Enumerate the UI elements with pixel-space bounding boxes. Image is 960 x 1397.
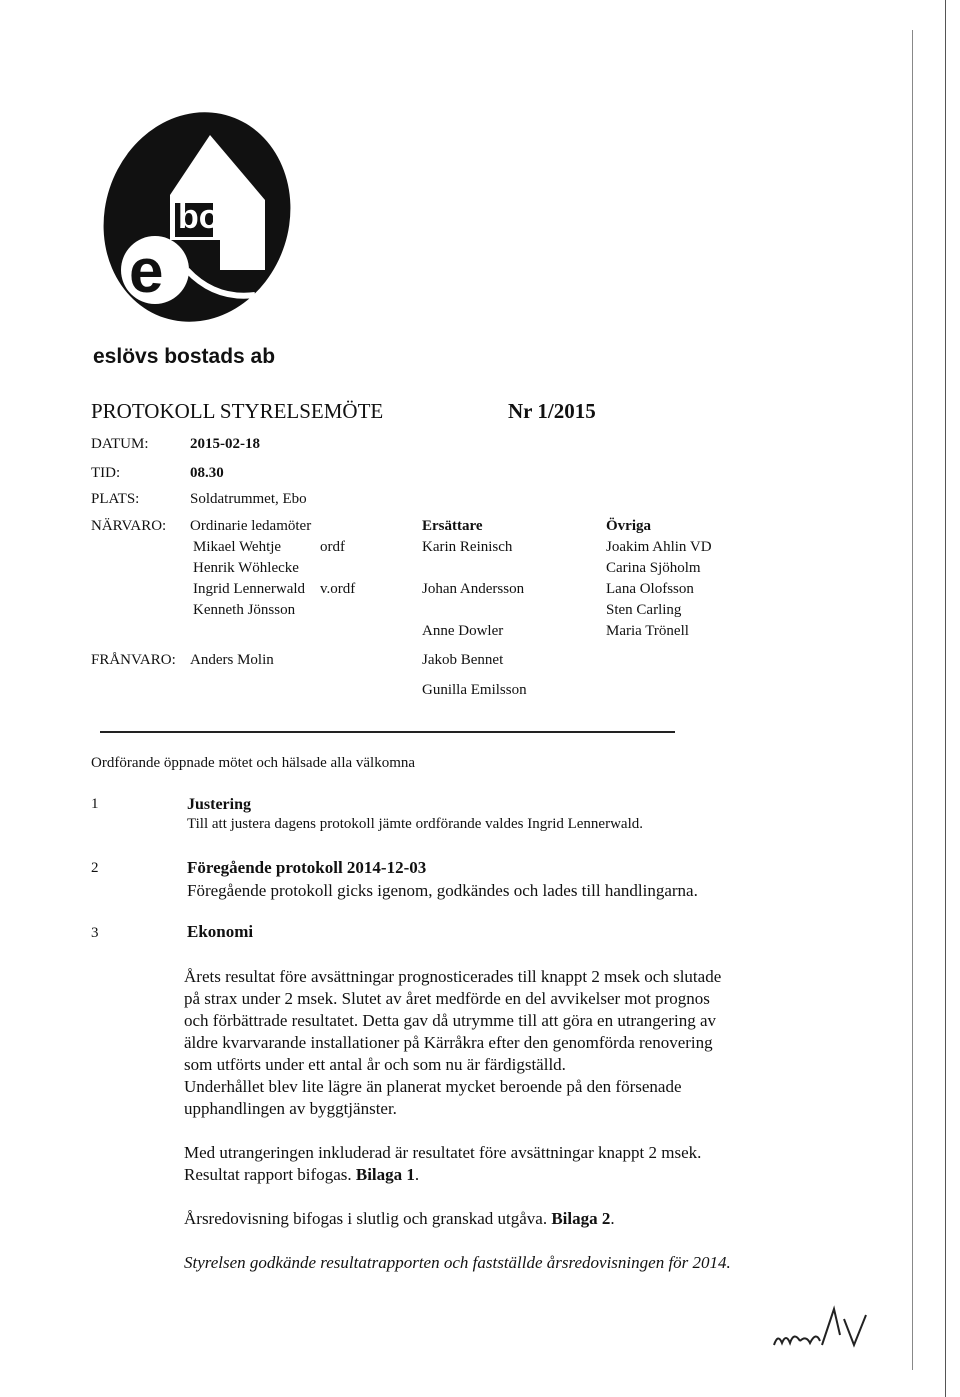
logo-bo-text: bo bbox=[178, 198, 220, 236]
scan-edge-line bbox=[945, 0, 946, 1397]
bilaga-1-prefix: Resultat rapport bifogas. bbox=[184, 1165, 356, 1184]
item-text: Föregående protokoll gicks igenom, godkändes och lades till handlingarna. bbox=[187, 881, 698, 900]
bilaga-2-prefix: Årsredovisning bifogas i slutlig och granskad utgåva. bbox=[184, 1209, 552, 1228]
bilaga-2-suffix: . bbox=[610, 1209, 615, 1228]
bilaga-1-line bbox=[184, 1165, 419, 1185]
paragraph-line: Med utrangeringen inkluderad är resultatet före avsättningar knappt 2 msek. bbox=[184, 1143, 702, 1162]
ersattare-heading: Ersättare bbox=[422, 518, 483, 534]
item-text: Till att justera dagens protokoll jämte ordförande valdes Ingrid Lennerwald. bbox=[187, 816, 643, 832]
item-title: Föregående protokoll 2014-12-03 bbox=[187, 858, 427, 877]
member-name: Mikael Wehtje bbox=[193, 539, 282, 555]
plats-value: Soldatrummet, Ebo bbox=[190, 491, 307, 507]
member-name: Carina Sjöholm bbox=[606, 560, 701, 576]
paragraph-line: Underhållet blev lite lägre än planerat mycket beroende på den försenade bbox=[184, 1077, 682, 1096]
franvaro-label: FRÅNVARO: bbox=[91, 652, 176, 668]
paragraph-line: upphandlingen av byggtjänster. bbox=[184, 1099, 397, 1118]
member-name: Anne Dowler bbox=[422, 623, 504, 639]
member-name: Ingrid Lennerwald bbox=[193, 581, 306, 597]
paragraph-line: och förbättrade resultatet. Detta gav då utrymme till att göra en utrangering av bbox=[184, 1011, 716, 1030]
plats-label: PLATS: bbox=[91, 491, 140, 507]
tid-label: TID: bbox=[91, 465, 121, 481]
member-name: Johan Andersson bbox=[422, 581, 525, 597]
member-name: Henrik Wöhlecke bbox=[193, 560, 299, 576]
member-role: v.ordf bbox=[320, 581, 356, 597]
protocol-title: PROTOKOLL STYRELSEMÖTE bbox=[91, 399, 384, 423]
member-name: Karin Reinisch bbox=[422, 539, 513, 555]
divider bbox=[100, 731, 675, 733]
item-number: 3 bbox=[91, 925, 99, 941]
item-number: 2 bbox=[91, 860, 99, 876]
bilaga-2-line bbox=[184, 1209, 615, 1229]
paragraph-line: Årets resultat före avsättningar prognosticerades till knappt 2 msek och slutade bbox=[184, 967, 722, 986]
member-name: Kenneth Jönsson bbox=[193, 602, 296, 618]
item-title: Justering bbox=[187, 796, 251, 813]
datum-value: 2015-02-18 bbox=[190, 436, 260, 452]
scan-edge-line bbox=[912, 30, 913, 1370]
ordinarie-heading: Ordinarie ledamöter bbox=[190, 518, 312, 534]
signature-initials bbox=[770, 1305, 880, 1360]
item-title: Ekonomi bbox=[187, 922, 254, 941]
member-role: ordf bbox=[320, 539, 345, 555]
logo-e-text: e bbox=[129, 237, 164, 306]
bilaga-2-ref: Bilaga 2 bbox=[551, 1209, 611, 1228]
tid-value: 08.30 bbox=[190, 465, 224, 481]
datum-label: DATUM: bbox=[91, 436, 149, 452]
protocol-number: Nr 1/2015 bbox=[508, 399, 596, 423]
item-number: 1 bbox=[91, 796, 99, 812]
member-name: Lana Olofsson bbox=[606, 581, 694, 597]
member-name: Anders Molin bbox=[190, 652, 274, 668]
member-name: Maria Trönell bbox=[606, 623, 689, 639]
company-name: eslövs bostads ab bbox=[93, 345, 276, 368]
opening-statement: Ordförande öppnade mötet och hälsade alla välkomna bbox=[91, 755, 416, 771]
company-logo bbox=[95, 95, 295, 330]
bilaga-1-suffix: . bbox=[414, 1165, 420, 1184]
paragraph-line: som utförts under ett antal år och som nu är färdigställd. bbox=[184, 1055, 566, 1074]
ovriga-heading: Övriga bbox=[606, 518, 651, 534]
member-name: Sten Carling bbox=[606, 602, 682, 618]
paragraph-line: på strax under 2 msek. Slutet av året medförde en del avvikelser mot prognos bbox=[184, 989, 710, 1008]
decision-text: Styrelsen godkände resultatrapporten och fastställde årsredovisningen för 2014. bbox=[184, 1253, 731, 1272]
narvaro-label: NÄRVARO: bbox=[91, 518, 167, 534]
member-name: Joakim Ahlin VD bbox=[606, 539, 712, 555]
member-name: Jakob Bennet bbox=[422, 652, 504, 668]
member-name: Gunilla Emilsson bbox=[422, 682, 527, 698]
paragraph-line: äldre kvarvarande installationer på Kärråkra efter den genomförda renovering bbox=[184, 1033, 713, 1052]
bilaga-1-ref: Bilaga 1 bbox=[355, 1165, 415, 1184]
